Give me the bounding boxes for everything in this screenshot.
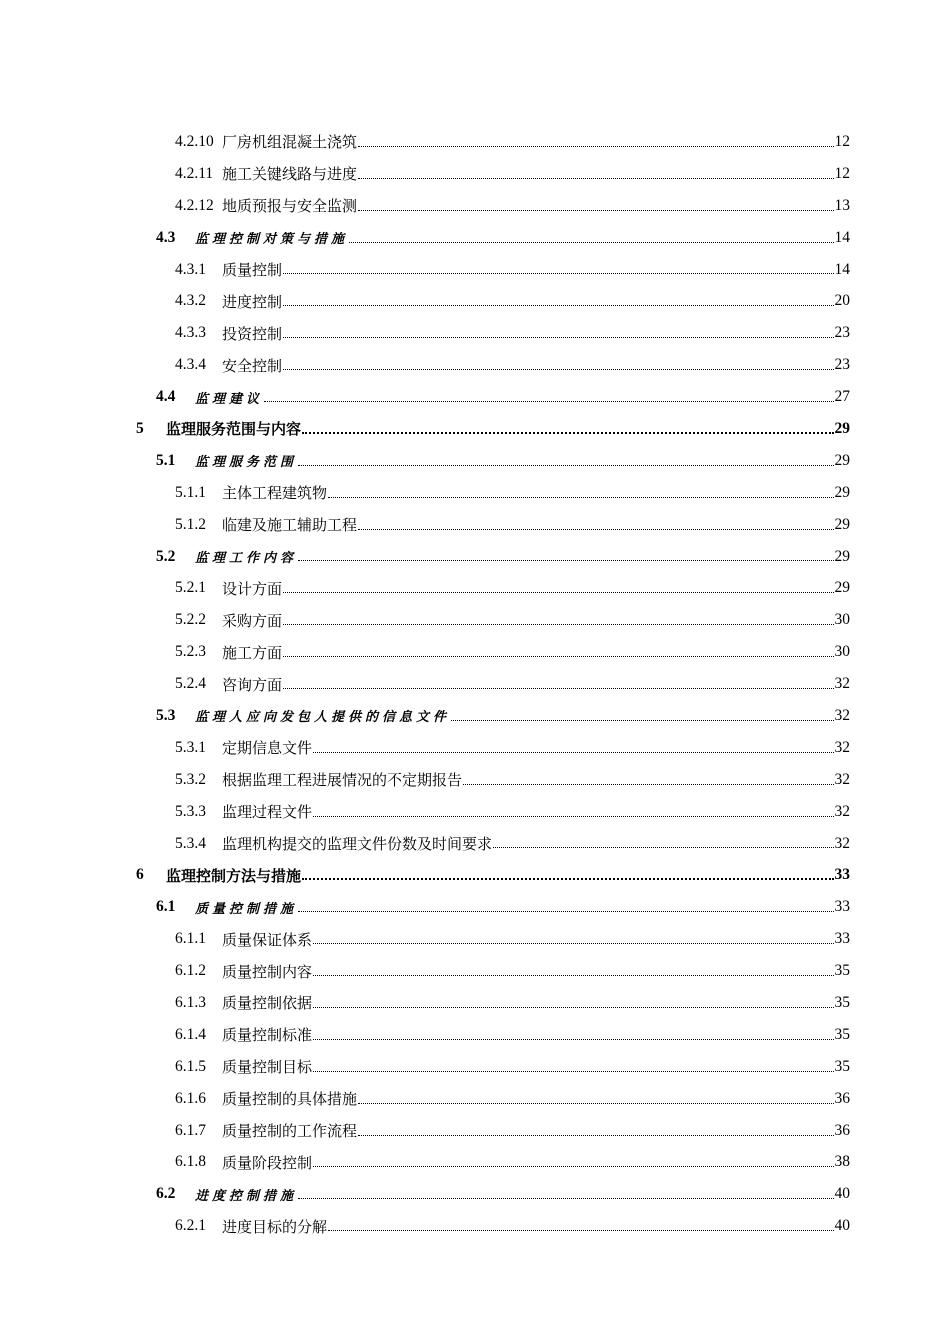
toc-entry-number: 4.3.3 [175, 324, 206, 342]
toc-dot-leader [298, 1197, 833, 1199]
toc-entry-title: 质量阶段控制 [222, 1153, 313, 1172]
toc-entry-title: 监理人应向发包人提供的信息文件 [195, 710, 451, 726]
toc-dot-leader [283, 336, 833, 338]
toc-dot-leader [283, 687, 833, 689]
toc-entry-number: 6.1.5 [175, 1057, 206, 1075]
toc-entry-number: 6.1.7 [175, 1121, 206, 1139]
toc-entry-title: 进度控制 [222, 292, 283, 311]
toc-entry-title: 监理工作内容 [195, 551, 298, 567]
toc-entry-level-3[interactable] [0, 1051, 950, 1083]
toc-entry-level-3[interactable] [0, 572, 950, 604]
toc-entry-number: 4.3 [156, 228, 176, 246]
toc-entry-title: 主体工程建筑物 [222, 484, 328, 503]
toc-dot-leader [283, 655, 833, 657]
toc-entry-number: 6.2.1 [175, 1217, 206, 1235]
toc-entry-number: 6.1.4 [175, 1025, 206, 1043]
toc-entry-number: 5.1.2 [175, 515, 206, 533]
toc-entry-title: 质量控制的具体措施 [222, 1090, 358, 1109]
toc-entry-level-3[interactable] [0, 509, 950, 541]
toc-dot-leader [313, 1165, 833, 1167]
toc-entry-title: 进度目标的分解 [222, 1217, 328, 1236]
toc-entry-level-2[interactable] [0, 222, 950, 254]
toc-entry-page: 38 [834, 1153, 850, 1171]
toc-dot-leader [283, 368, 833, 370]
toc-entry-title: 设计方面 [222, 579, 283, 598]
toc-entry-number: 5.3.2 [175, 770, 206, 788]
toc-entry-level-3[interactable] [0, 1019, 950, 1051]
toc-entry-title: 监理服务范围 [195, 455, 298, 471]
toc-entry-level-3[interactable] [0, 796, 950, 828]
toc-dot-leader [358, 145, 833, 147]
toc-entry-title: 监理机构提交的监理文件份数及时间要求 [222, 835, 493, 854]
toc-dot-leader [283, 623, 833, 625]
toc-entry-page: 32 [834, 834, 850, 852]
toc-entry-number: 6.1.1 [175, 930, 206, 948]
toc-entry-page: 29 [834, 451, 850, 469]
toc-entry-level-3[interactable] [0, 1210, 950, 1242]
toc-dot-leader [328, 1229, 833, 1231]
toc-entry-number: 6.1 [156, 898, 176, 916]
toc-entry-page: 32 [834, 802, 850, 820]
toc-entry-title: 定期信息文件 [222, 739, 313, 758]
toc-entry-number: 6.1.3 [175, 993, 206, 1011]
toc-entry-level-3[interactable] [0, 254, 950, 286]
toc-entry-title: 监理过程文件 [222, 803, 313, 822]
toc-entry-level-3[interactable] [0, 477, 950, 509]
toc-dot-leader [264, 400, 833, 402]
toc-entry-number: 5.2.2 [175, 611, 206, 629]
toc-entry-title: 厂房机组混凝土浇筑 [222, 133, 358, 152]
toc-entry-level-3[interactable] [0, 604, 950, 636]
toc-entry-page: 32 [834, 706, 850, 724]
toc-entry-level-2[interactable] [0, 700, 950, 732]
toc-entry-page: 35 [834, 1057, 850, 1075]
toc-dot-leader [358, 528, 833, 530]
toc-dot-leader [358, 177, 833, 179]
toc-dot-leader [358, 1102, 833, 1104]
toc-entry-number: 5.2.1 [175, 579, 206, 597]
toc-entry-title: 质量控制内容 [222, 962, 313, 981]
toc-entry-level-2[interactable] [0, 891, 950, 923]
toc-entry-number: 4.3.4 [175, 356, 206, 374]
toc-entry-level-3[interactable] [0, 764, 950, 796]
toc-entry-page: 29 [834, 579, 850, 597]
toc-entry-level-3[interactable] [0, 732, 950, 764]
toc-dot-leader [313, 1070, 833, 1072]
toc-entry-page: 32 [834, 738, 850, 756]
toc-entry-title: 质量控制标准 [222, 1026, 313, 1045]
toc-entry-page: 14 [834, 228, 850, 246]
toc-entry-page: 30 [834, 611, 850, 629]
toc-entry-title: 质量控制 [222, 261, 283, 279]
toc-dot-leader [302, 877, 833, 880]
toc-dot-leader [313, 751, 833, 753]
toc-entry-title: 进度控制措施 [195, 1188, 298, 1204]
toc-entry-level-3[interactable] [0, 636, 950, 668]
toc-entry-level-3[interactable] [0, 987, 950, 1019]
toc-entry-page: 30 [834, 643, 850, 661]
toc-entry-page: 33 [834, 930, 850, 948]
toc-entry-title: 质量控制的工作流程 [222, 1122, 358, 1141]
toc-entry-page: 27 [834, 388, 850, 406]
toc-dot-leader [283, 272, 833, 274]
toc-entry-title: 监理服务范围与内容 [166, 420, 302, 439]
toc-entry-title: 采购方面 [222, 611, 283, 630]
toc-entry-number: 5 [136, 419, 144, 437]
toc-dot-leader [283, 591, 833, 593]
toc-entry-page: 32 [834, 770, 850, 788]
toc-entry-page: 29 [834, 515, 850, 533]
toc-entry-page: 33 [834, 898, 850, 916]
toc-entry-number: 5.3 [156, 706, 176, 724]
toc-entry-page: 35 [834, 962, 850, 980]
toc-entry-page: 36 [834, 1121, 850, 1139]
toc-entry-page: 13 [834, 196, 850, 214]
toc-entry-title: 施工方面 [222, 643, 283, 662]
table-of-contents [0, 126, 950, 1242]
toc-entry-page: 23 [834, 324, 850, 342]
toc-entry-level-2[interactable] [0, 445, 950, 477]
toc-entry-title: 质量保证体系 [222, 930, 313, 949]
toc-entry-page: 12 [834, 132, 850, 150]
toc-entry-level-3[interactable] [0, 285, 950, 317]
toc-dot-leader [313, 1038, 833, 1040]
toc-entry-level-3[interactable] [0, 349, 950, 381]
toc-entry-page: 23 [834, 356, 850, 374]
toc-entry-number: 4.2.11 [175, 164, 214, 182]
toc-entry-page: 29 [834, 483, 850, 501]
toc-entry-number: 6 [136, 866, 144, 884]
toc-entry-number: 5.3.3 [175, 802, 206, 820]
toc-entry-level-2[interactable] [0, 1178, 950, 1210]
toc-entry-number: 4.3.1 [175, 260, 206, 278]
toc-dot-leader [493, 846, 833, 848]
toc-entry-level-2[interactable] [0, 381, 950, 413]
toc-entry-level-3[interactable] [0, 1115, 950, 1147]
toc-entry-level-1[interactable] [0, 859, 950, 891]
toc-entry-title: 根据监理工程进展情况的不定期报告 [222, 771, 463, 790]
toc-dot-leader [451, 719, 833, 721]
toc-entry-page: 32 [834, 675, 850, 693]
toc-entry-level-2[interactable] [0, 541, 950, 573]
toc-entry-page: 35 [834, 1025, 850, 1043]
toc-entry-title: 监理控制方法与措施 [166, 866, 302, 885]
toc-dot-leader [328, 496, 833, 498]
toc-dot-leader [298, 910, 833, 912]
toc-dot-leader [463, 783, 833, 785]
toc-entry-level-3[interactable] [0, 828, 950, 860]
toc-entry-level-3[interactable] [0, 923, 950, 955]
toc-dot-leader [358, 1134, 833, 1136]
toc-entry-number: 4.2.10 [175, 132, 214, 150]
toc-entry-number: 5.2.3 [175, 643, 206, 661]
toc-entry-title: 质量控制目标 [222, 1058, 313, 1077]
toc-dot-leader [313, 815, 833, 817]
toc-entry-page: 14 [834, 260, 850, 278]
toc-entry-level-3[interactable] [0, 1147, 950, 1179]
toc-entry-title: 临建及施工辅助工程 [222, 516, 358, 535]
toc-entry-level-3[interactable] [0, 126, 950, 158]
toc-entry-page: 12 [834, 164, 850, 182]
toc-entry-number: 4.2.12 [175, 196, 214, 214]
toc-entry-title: 咨询方面 [222, 675, 283, 694]
toc-entry-title: 地质预报与安全监测 [222, 197, 358, 216]
toc-entry-number: 6.1.8 [175, 1153, 206, 1171]
toc-entry-number: 5.2.4 [175, 675, 206, 693]
toc-entry-title: 监理建议 [195, 391, 264, 407]
toc-entry-level-3[interactable] [0, 955, 950, 987]
toc-entry-number: 5.3.4 [175, 834, 206, 852]
toc-entry-page: 35 [834, 993, 850, 1011]
toc-entry-page: 36 [834, 1089, 850, 1107]
toc-entry-number: 6.1.6 [175, 1089, 206, 1107]
toc-entry-title: 安全控制 [222, 356, 283, 375]
toc-entry-page: 29 [834, 419, 850, 437]
toc-dot-leader [302, 431, 833, 434]
toc-entry-title: 监理控制对策与措施 [195, 232, 349, 248]
toc-entry-title: 施工关键线路与进度 [222, 165, 358, 184]
toc-dot-leader [313, 942, 833, 944]
toc-entry-number: 5.1.1 [175, 483, 206, 501]
toc-entry-number: 4.4 [156, 388, 176, 406]
toc-entry-level-3[interactable] [0, 317, 950, 349]
toc-entry-level-3[interactable] [0, 1083, 950, 1115]
toc-entry-number: 4.3.2 [175, 292, 206, 310]
toc-entry-number: 5.1 [156, 451, 176, 469]
toc-entry-title: 质量控制措施 [195, 901, 298, 917]
toc-entry-page: 40 [834, 1185, 850, 1203]
toc-dot-leader [358, 209, 833, 211]
toc-entry-page: 29 [834, 547, 850, 565]
toc-entry-level-3[interactable] [0, 668, 950, 700]
toc-dot-leader [313, 1006, 833, 1008]
toc-entry-title: 投资控制 [222, 324, 283, 343]
toc-entry-level-3[interactable] [0, 158, 950, 190]
toc-entry-page: 20 [834, 292, 850, 310]
toc-dot-leader [283, 304, 833, 306]
toc-dot-leader [298, 559, 833, 561]
toc-dot-leader [349, 241, 833, 243]
toc-entry-number: 6.2 [156, 1185, 176, 1203]
toc-dot-leader [298, 464, 833, 466]
toc-entry-level-1[interactable] [0, 413, 950, 445]
toc-entry-level-3[interactable] [0, 190, 950, 222]
toc-dot-leader [313, 974, 833, 976]
toc-entry-number: 5.3.1 [175, 738, 206, 756]
toc-entry-number: 5.2 [156, 547, 176, 565]
toc-entry-page: 33 [834, 866, 850, 884]
toc-entry-page: 40 [834, 1217, 850, 1235]
toc-entry-title: 质量控制依据 [222, 994, 313, 1013]
toc-entry-number: 6.1.2 [175, 962, 206, 980]
